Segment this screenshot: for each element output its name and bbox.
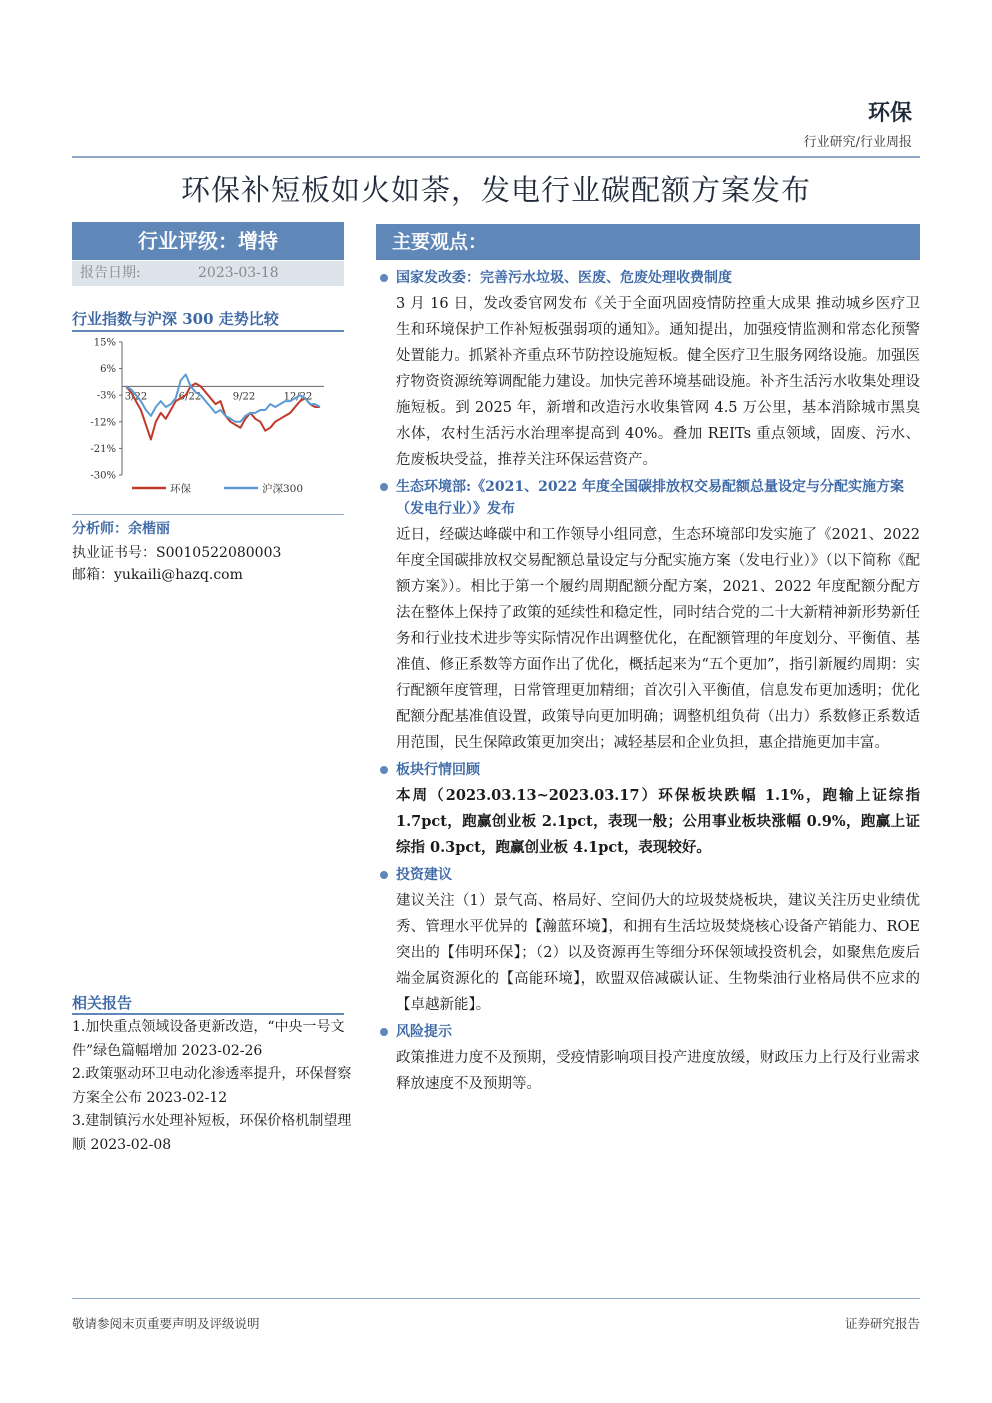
bullet-dot-icon xyxy=(380,871,388,879)
chart-legend-label: 沪深300 xyxy=(262,483,304,495)
section-heading: 国家发改委：完善污水垃圾、医废、危废处理收费制度 xyxy=(376,267,920,289)
chart-x-tick-label: 6/22 xyxy=(178,391,202,403)
analyst-rule xyxy=(72,514,344,515)
section-paragraph: 近日，经碳达峰碳中和工作领导小组同意，生态环境部印发实施了《2021、2022 年度全国碳排放权交易配额总量设定与分配实施方案（发电行业）》（以下简称《配额方案》）。相比于第一个履约周期配额分配方案，2021、2022 年度配额分配方法在整体上保持了政策的延续性和稳定性，同时结合党的二十大新精神新形势新任务和行业技术进步等实际情况作出调整优化，在配额管理的年度划分、平衡值、基准值、修正系数等方面作出了优化，概括起来为“五个更加”，指引新履约周期：实行配额年度管理，日常管理更加精细；首次引入平衡值，信息发布更加透明；优化配额分配基准值设置，政策导向更加明确；调整机组负荷（出力）系数修正系数适用范围，民生保障政策更加突出；减轻基层和企业负担，惠企措施更加丰富。 xyxy=(396,527,920,751)
section-heading: 生态环境部:《2021、2022 年度全国碳排放权交易配额总量设定与分配实施方案（发电行业）》发布 xyxy=(376,476,920,520)
section-heading: 风险提示 xyxy=(376,1021,920,1043)
footer-disclaimer: 敬请参阅末页重要声明及评级说明 xyxy=(72,1316,260,1331)
report-date-label: 报告日期: xyxy=(80,265,141,281)
related-report-item[interactable]: 3.建制镇污水处理补短板，环保价格机制望理顺 2023-02-08 xyxy=(72,1113,352,1153)
page-title: 环保补短板如火如荼，发电行业碳配额方案发布 xyxy=(180,173,811,207)
chart-y-tick-label: -3% xyxy=(96,390,116,402)
footer-divider xyxy=(72,1298,920,1299)
related-report-item[interactable]: 2.政策驱动环卫电动化渗透率提升，环保督察方案全公布 2023-02-12 xyxy=(72,1066,352,1106)
chart-title-rule xyxy=(72,330,344,332)
analyst-email: 邮箱：yukaili@hazq.com xyxy=(72,567,243,583)
chart-y-tick-label: 15% xyxy=(93,337,116,349)
chart-x-tick-label: 9/22 xyxy=(232,391,256,403)
analyst-name: 分析师：余楷丽 xyxy=(72,521,170,537)
chart-y-tick-label: 6% xyxy=(100,364,116,376)
industry-rating: 行业评级：增持 xyxy=(72,222,344,260)
chart-title: 行业指数与沪深 300 走势比较 xyxy=(72,310,279,328)
related-reports-list xyxy=(72,1016,352,1157)
main-points-title: 主要观点： xyxy=(392,231,488,253)
bullet-dot-icon xyxy=(380,1028,388,1036)
chart-y-tick-label: -30% xyxy=(90,470,116,482)
sector-label: 环保 xyxy=(867,100,912,126)
bullet-dot-icon xyxy=(380,483,388,491)
section-heading: 投资建议 xyxy=(376,864,920,886)
footer-doc-type: 证券研究报告 xyxy=(844,1316,920,1331)
chart-x-tick-label: 12/22 xyxy=(283,391,313,403)
chart-y-tick-label: -12% xyxy=(90,417,116,429)
related-report-item[interactable]: 1.加快重点领域设备更新改造，“中央一号文件”绿色篇幅增加 2023-02-26 xyxy=(72,1019,345,1059)
related-reports-title: 相关报告 xyxy=(72,994,133,1012)
chart-x-tick-label: 3/22 xyxy=(124,391,148,403)
report-date-value: 2023-03-18 xyxy=(198,265,279,281)
section-paragraph: 本周（2023.03.13~2023.03.17）环保板块跌幅 1.1%，跑输上证综指 1.7pct，跑赢创业板 2.1pct，表现一般；公用事业板块涨幅 0.9%，跑赢上证综指 0.3pct，跑赢创业板 4.1pct，表现较好。 xyxy=(396,787,920,856)
bullet-dot-icon xyxy=(380,274,388,282)
related-reports-rule xyxy=(72,1013,344,1015)
doc-type: 行业研究/行业周报 xyxy=(803,135,912,150)
report-date-bar xyxy=(72,261,344,286)
chart-legend-label: 环保 xyxy=(170,483,191,495)
main-body xyxy=(376,264,920,1098)
section-heading: 板块行情回顾 xyxy=(376,759,920,781)
index-comparison-chart xyxy=(72,334,344,504)
section-paragraph: 政策推进力度不及预期，受疫情影响项目投产进度放缓，财政压力上行及行业需求释放速度不及预期等。 xyxy=(396,1050,920,1092)
bullet-dot-icon xyxy=(380,766,388,774)
cert-number: 执业证书号：S0010522080003 xyxy=(72,545,282,561)
section-paragraph: 建议关注（1）景气高、格局好、空间仍大的垃圾焚烧板块，建议关注历史业绩优秀、管理水平优异的【瀚蓝环境】，和拥有生活垃圾焚烧核心设备产销能力、ROE 突出的【伟明环保】；（2）以及资源再生等细分环保领域投资机会，如聚焦危废后端金属资源化的【高能环境】，欧盟双倍减碳认证、生物柴油行业格局供不应求的【卓越新能】。 xyxy=(396,893,920,1013)
main-points-header xyxy=(376,224,920,260)
chart-y-tick-label: -21% xyxy=(90,443,116,455)
section-paragraph: 3 月 16 日，发改委官网发布《关于全面巩固疫情防控重大成果 推动城乡医疗卫生和环境保护工作补短板强弱项的通知》。通知提出，加强疫情监测和常态化预警处置能力。抓紧补齐重点环节防控设施短板。健全医疗卫生服务网络设施。加强医疗物资资源统筹调配能力建设。加快完善环境基础设施。补齐生活污水收集处理设施短板。到 2025 年，新增和改造污水收集管网 4.5 万公里，基本消除城市黑臭水体，农村生活污水治理率提高到 40%。叠加 REITs 重点领域，固废、污水、危废板块受益，推荐关注环保运营资产。 xyxy=(396,296,920,468)
header-divider xyxy=(72,156,920,158)
